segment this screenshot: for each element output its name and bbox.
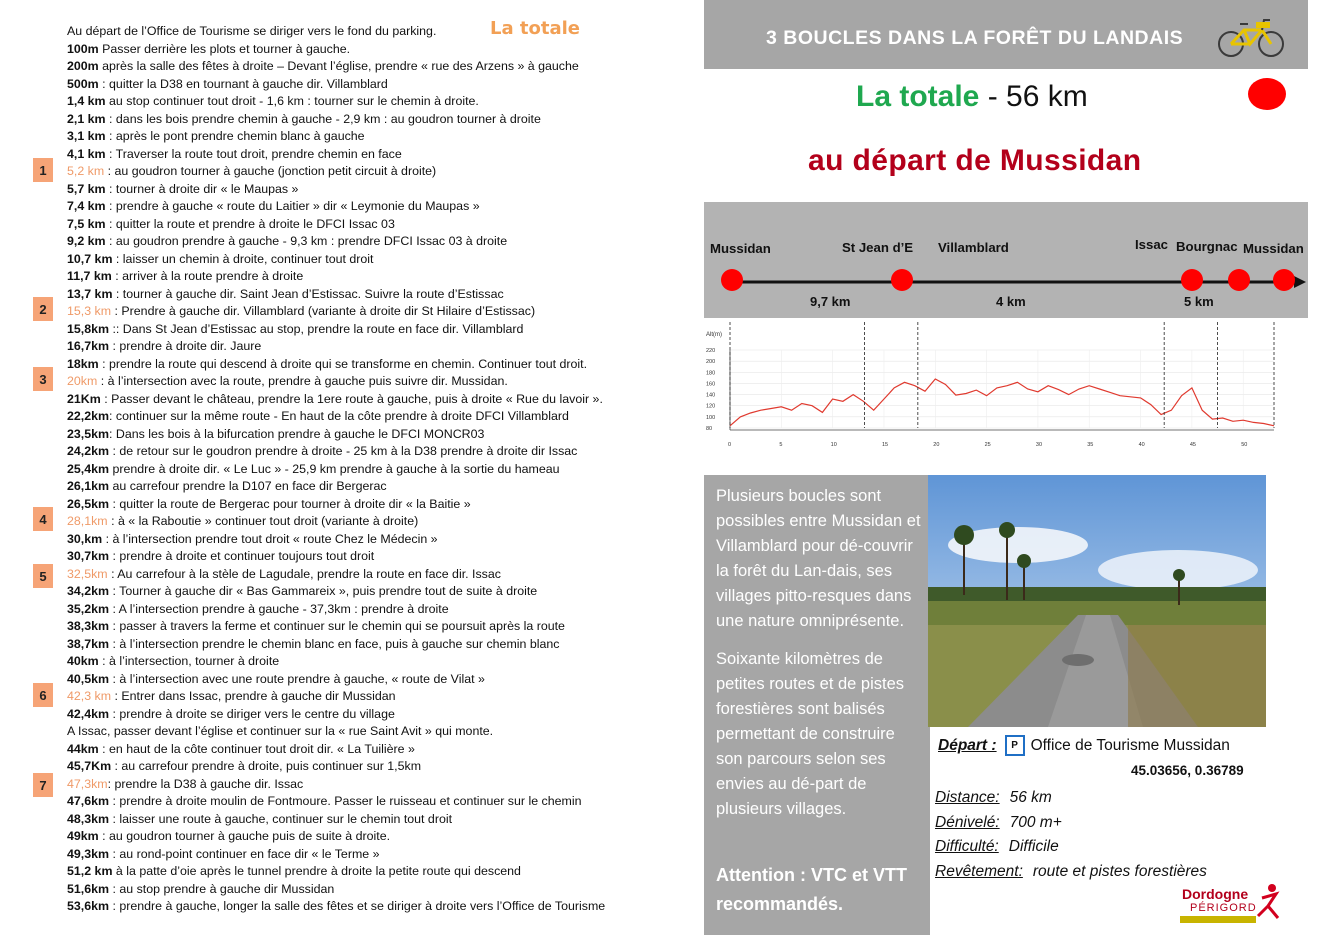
step-distance: 35,2km xyxy=(67,601,110,616)
y-tick-label: 100 xyxy=(706,414,716,421)
x-tick-label: 0 xyxy=(728,442,732,448)
route-step xyxy=(67,776,303,793)
route-step xyxy=(67,618,565,635)
step-distance: 51,2 km xyxy=(67,864,113,878)
route-step xyxy=(67,163,436,180)
strip-place: St Jean d’E xyxy=(842,240,914,255)
waypoint-marker: 6 xyxy=(33,683,53,707)
strip-place: Bourgnac xyxy=(1176,239,1238,254)
step-instruction: : à l’intersection avec la route, prendre à gauche puis suivre dir. Mussidan. xyxy=(97,374,508,388)
step-distance: 11,7 km xyxy=(67,269,112,283)
departure-row xyxy=(938,735,1230,756)
route-step xyxy=(67,706,395,723)
waypoint-dot xyxy=(1228,269,1250,291)
step-instruction: : au stop prendre à gauche dir Mussidan xyxy=(109,881,335,896)
route-step xyxy=(67,356,587,373)
step-distance: 18km xyxy=(67,356,99,371)
step-instruction: : à l’intersection avec une route prendre à gauche, « route de Vilat » xyxy=(109,671,485,686)
route-subtitle: au départ de Mussidan xyxy=(808,144,1142,177)
step-distance: 53,6km xyxy=(67,899,110,913)
route-step: A Issac, passer devant l’église et continuer sur la « rue Saint Avit » qui monte. xyxy=(67,724,494,738)
x-tick-label: 45 xyxy=(1189,442,1197,448)
stat-value: 700 m+ xyxy=(1009,814,1062,831)
x-tick-label: 35 xyxy=(1087,442,1094,448)
route-step xyxy=(67,93,479,110)
x-tick-label: 20 xyxy=(933,442,940,448)
step-distance: 24,2km xyxy=(67,444,110,458)
x-tick-label: 50 xyxy=(1241,442,1248,448)
strip-distance: 4 km xyxy=(996,294,1026,309)
step-instruction: : prendre la route qui descend à droite qui se transforme en chemin. Continuer tout droit. xyxy=(98,356,588,371)
step-instruction: : Prendre à gauche dir. Villamblard (variante à droite dir St Hilaire d’Estissac) xyxy=(111,304,536,318)
info-paragraph-2: Soixante kilomètres de petites routes et de pistes forestières sont balisés permettant de construire son parcours selon ses envies au dé-part de plusieurs villages. xyxy=(716,650,905,818)
route-step xyxy=(67,268,303,285)
stat-label: Distance: xyxy=(935,789,1000,806)
runner-icon xyxy=(1254,882,1284,922)
route-step xyxy=(67,828,390,845)
waypoint-marker: 7 xyxy=(33,773,53,797)
gps-coordinates: 45.03656, 0.36789 xyxy=(1131,763,1244,778)
step-distance: 26,1km xyxy=(67,479,110,493)
route-stat xyxy=(935,863,1207,881)
y-tick-label: 140 xyxy=(706,392,716,399)
stat-label: Dénivelé: xyxy=(935,814,1000,831)
step-distance: 9,2 km xyxy=(67,234,106,248)
step-distance: 30,km xyxy=(67,531,103,546)
route-step xyxy=(67,76,388,93)
step-distance: 47,3km xyxy=(67,776,108,791)
x-tick-label: 30 xyxy=(1035,442,1043,448)
x-tick-label: 10 xyxy=(830,442,837,448)
waypoint-dot xyxy=(1273,269,1295,291)
difficulty-dot xyxy=(1248,78,1286,110)
strip-place: Mussidan xyxy=(1243,241,1304,256)
step-distance: 45,7Km xyxy=(67,759,112,773)
step-distance: 47,6km xyxy=(67,794,110,808)
step-distance: 7,4 km xyxy=(67,199,106,213)
x-tick-label: 40 xyxy=(1138,442,1145,448)
route-name: La totale xyxy=(856,80,980,113)
parking-icon: P xyxy=(1005,735,1025,756)
x-tick-label: 15 xyxy=(881,442,889,448)
route-step xyxy=(67,496,471,513)
step-distance: 34,2km xyxy=(67,584,110,598)
route-stat xyxy=(935,838,1059,856)
step-distance: 16,7km xyxy=(67,339,110,353)
logo-bar xyxy=(1180,916,1256,923)
bicycle-icon xyxy=(1216,12,1286,60)
strip-place: Mussidan xyxy=(710,241,771,256)
route-step xyxy=(67,601,449,618)
step-distance: 22,2km xyxy=(67,409,110,423)
waypoint-marker: 2 xyxy=(33,297,53,321)
step-instruction: : Entrer dans Issac, prendre à gauche dir Mussidan xyxy=(111,689,396,703)
stat-label: Difficulté: xyxy=(935,838,999,855)
route-step xyxy=(67,478,387,495)
step-instruction: : au goudron tourner à gauche (jonction petit circuit à droite) xyxy=(104,164,437,178)
route-step xyxy=(67,653,279,670)
profile-y-label: Alt(m) xyxy=(706,332,722,338)
strip-distance: 9,7 km xyxy=(810,294,851,309)
step-distance: 1,4 km xyxy=(67,94,106,108)
summary-column xyxy=(690,0,1320,935)
route-step xyxy=(67,128,365,145)
step-distance: 38,3km xyxy=(67,619,110,633)
step-instruction: :: Dans St Jean d’Estissac au stop, prendre la route en face dir. Villamblard xyxy=(109,321,524,336)
waypoint-marker: 4 xyxy=(33,507,53,531)
route-step xyxy=(67,898,605,915)
step-distance: 51,6km xyxy=(67,881,110,896)
header-banner xyxy=(704,0,1308,69)
route-step xyxy=(67,426,484,443)
logo-line-2: PÉRIGORD xyxy=(1190,902,1257,914)
step-instruction: : prendre à gauche, longer la salle des fêtes et se diriger à droite vers l’Office de Tourisme xyxy=(109,899,606,913)
step-distance: 100m xyxy=(67,41,99,56)
header-title: 3 BOUCLES DANS LA FORÊT DU LANDAIS xyxy=(766,27,1184,49)
step-instruction: : après le pont prendre chemin blanc à gauche xyxy=(105,129,365,143)
step-distance: 49km xyxy=(67,829,99,843)
step-instruction: à la patte d’oie après le tunnel prendre à droite la petite route qui descend xyxy=(112,864,521,878)
step-instruction: : à l’intersection, tourner à droite xyxy=(98,654,280,668)
route-stat xyxy=(935,814,1062,832)
step-instruction: : prendre à gauche « route du Laitier » dir « Leymonie du Maupas » xyxy=(105,199,480,213)
step-instruction: : à l’intersection prendre le chemin blanc en face, puis à gauche sur chemin blanc xyxy=(109,636,560,651)
step-distance: 3,1 km xyxy=(67,129,106,143)
step-distance: 30,7km xyxy=(67,549,110,563)
step-instruction: : prendre à droite moulin de Fontmoure. Passer le ruisseau et continuer sur le chemin xyxy=(109,794,582,808)
step-distance: 5,7 km xyxy=(67,181,106,196)
step-distance: 10,7 km xyxy=(67,251,113,266)
x-tick-label: 5 xyxy=(779,442,783,448)
y-tick-label: 180 xyxy=(706,370,716,377)
step-instruction: : de retour sur le goudron prendre à droite - 25 km à la D38 prendre à droite dir Issac xyxy=(109,444,578,458)
step-instruction: Passer derrière les plots et tourner à gauche. xyxy=(98,41,351,56)
waypoint-marker: 3 xyxy=(33,367,53,391)
stat-value: Difficile xyxy=(1008,838,1059,855)
route-step xyxy=(67,216,395,233)
route-step xyxy=(67,111,541,128)
route-step xyxy=(67,198,480,215)
step-instruction: : Tourner à gauche dir « Bas Gammareix », puis prendre tout de suite à droite xyxy=(109,584,538,598)
y-tick-label: 200 xyxy=(706,359,716,366)
step-instruction: : Dans les bois à la bifurcation prendre à gauche le DFCI MONCR03 xyxy=(109,426,485,441)
route-step xyxy=(67,408,569,425)
y-tick-label: 120 xyxy=(706,403,716,410)
route-step xyxy=(67,513,418,530)
stat-value: 56 km xyxy=(1009,789,1052,806)
step-distance: 13,7 km xyxy=(67,286,113,301)
step-distance: 42,4km xyxy=(67,706,110,721)
step-distance: 20km xyxy=(67,374,98,388)
step-instruction: : tourner à droite dir « le Maupas » xyxy=(105,181,299,196)
y-tick-label: 80 xyxy=(706,426,713,432)
step-distance: 40,5km xyxy=(67,671,110,686)
route-step xyxy=(67,321,523,338)
departure-label: Départ : xyxy=(938,736,997,754)
route-step: Au départ de l’Office de Tourisme se diriger vers le fond du parking. xyxy=(67,24,437,38)
route-strip xyxy=(704,202,1308,318)
route-step xyxy=(67,688,396,705)
step-distance: 2,1 km xyxy=(67,111,106,126)
step-distance: 15,8km xyxy=(67,321,110,336)
route-arrow-icon xyxy=(1294,276,1306,288)
step-distance: 48,3km xyxy=(67,811,110,826)
departure-place: Office de Tourisme Mussidan xyxy=(1030,736,1230,754)
route-step xyxy=(67,671,485,688)
logo-line-1: Dordogne xyxy=(1182,886,1249,902)
y-tick-label: 160 xyxy=(706,381,716,388)
route-step xyxy=(67,863,521,880)
route-step xyxy=(67,811,452,828)
step-distance: 4,1 km xyxy=(67,146,106,161)
route-step xyxy=(67,583,537,600)
route-step xyxy=(67,391,603,408)
step-instruction: : au carrefour prendre à droite, puis continuer sur 1,5km xyxy=(111,759,422,773)
route-step xyxy=(67,881,334,898)
route-step xyxy=(67,373,508,390)
step-instruction: : à l’intersection prendre tout droit « route Chez le Médecin » xyxy=(102,531,438,546)
strip-distance: 5 km xyxy=(1184,294,1214,309)
route-heading: La totale xyxy=(490,18,580,39)
waypoint-marker: 1 xyxy=(33,158,53,182)
step-instruction: : quitter la D38 en tournant à gauche dir. Villamblard xyxy=(98,76,388,91)
step-instruction: : A l’intersection prendre à gauche - 37,3km : prendre à droite xyxy=(109,601,449,616)
step-instruction: : prendre à droite dir. Jaure xyxy=(109,339,262,353)
step-instruction: : arriver à la route prendre à droite xyxy=(111,269,304,283)
step-distance: 40km xyxy=(67,654,99,668)
step-instruction: : prendre à droite se diriger vers le centre du village xyxy=(109,706,395,721)
step-distance: 7,5 km xyxy=(67,216,106,231)
route-step xyxy=(67,846,380,863)
step-instruction: : quitter la route de Bergerac pour tourner à droite dir « la Baitie » xyxy=(109,496,471,511)
step-instruction: après la salle des fêtes à droite – Devant l’église, prendre « rue des Arzens » à gauche xyxy=(98,59,579,73)
x-tick-label: 25 xyxy=(984,442,991,448)
route-step xyxy=(67,461,560,478)
step-instruction: : au goudron tourner à gauche puis de suite à droite. xyxy=(98,829,391,843)
strip-place: Villamblard xyxy=(938,240,1009,255)
info-text xyxy=(716,484,922,822)
elevation-profile xyxy=(702,322,1282,452)
step-instruction: : Traverser la route tout droit, prendre chemin en face xyxy=(105,146,402,161)
step-instruction: : prendre à droite et continuer toujours tout droit xyxy=(109,549,375,563)
route-step xyxy=(67,41,350,58)
waypoint-dot xyxy=(721,269,743,291)
step-distance: 49,3km xyxy=(67,846,110,861)
step-instruction: : Passer devant le château, prendre la 1ere route à gauche, puis à droite « Rue du lavoir ». xyxy=(100,391,603,406)
step-distance: 42,3 km xyxy=(67,689,112,703)
route-step xyxy=(67,286,504,303)
dordogne-perigord-logo xyxy=(1178,882,1298,928)
step-instruction: au stop continuer tout droit - 1,6 km : tourner sur le chemin à droite. xyxy=(105,94,479,108)
step-instruction: : laisser un chemin à droite, continuer tout droit xyxy=(112,251,374,266)
step-distance: 28,1km xyxy=(67,514,108,528)
step-instruction: : tourner à gauche dir. Saint Jean d’Estissac. Suivre la route d’Estissac xyxy=(112,286,504,301)
route-step xyxy=(67,338,261,355)
step-distance: 15,3 km xyxy=(67,304,112,318)
step-distance: 5,2 km xyxy=(67,164,105,178)
waypoint-dot xyxy=(1181,269,1203,291)
step-instruction: : en haut de la côte continuer tout droit dir. « La Tuilière » xyxy=(98,741,415,756)
step-distance: 21Km xyxy=(67,391,101,406)
step-distance: 38,7km xyxy=(67,636,110,651)
stat-value: route et pistes forestières xyxy=(1032,863,1207,880)
step-instruction: : dans les bois prendre chemin à gauche - 2,9 km : au goudron tourner à droite xyxy=(105,111,541,126)
route-step xyxy=(67,531,438,548)
route-stat xyxy=(935,789,1052,807)
step-instruction: prendre à droite dir. « Le Luc » - 25,9 km prendre à gauche à la sortie du hameau xyxy=(109,461,560,476)
step-instruction: : quitter la route et prendre à droite le DFCI Issac 03 xyxy=(105,216,395,231)
step-instruction: : au rond-point continuer en face dir « le Terme » xyxy=(109,846,380,861)
route-step xyxy=(67,58,579,75)
step-instruction: : à « la Raboutie » continuer tout droit (variante à droite) xyxy=(107,514,419,528)
waypoint-marker: 5 xyxy=(33,564,53,588)
step-distance: 200m xyxy=(67,59,99,73)
step-distance: 500m xyxy=(67,76,99,91)
step-distance: 32,5km xyxy=(67,566,108,581)
step-distance: 26,5km xyxy=(67,496,110,511)
route-step xyxy=(67,251,374,268)
step-distance: 25,4km xyxy=(67,461,110,476)
route-title xyxy=(856,80,1088,114)
route-step xyxy=(67,758,421,775)
step-instruction: : continuer sur la même route - En haut de la côte prendre à droite DFCI Villamblard xyxy=(109,409,569,423)
elevation-line xyxy=(730,379,1274,426)
waypoint-dot xyxy=(891,269,913,291)
route-step xyxy=(67,233,507,250)
route-step xyxy=(67,636,559,653)
route-step xyxy=(67,181,298,198)
strip-place: Issac xyxy=(1135,237,1169,252)
step-instruction: : prendre la D38 à gauche dir. Issac xyxy=(107,776,304,791)
step-instruction: : laisser une route à gauche, continuer sur le chemin tout droit xyxy=(109,811,453,826)
route-step xyxy=(67,146,402,163)
step-distance: 23,5km xyxy=(67,426,110,441)
route-step xyxy=(67,741,415,758)
step-instruction: : au goudron prendre à gauche - 9,3 km : prendre DFCI Issac 03 à droite xyxy=(105,234,508,248)
route-step xyxy=(67,566,501,583)
info-paragraph-1: Plusieurs boucles sont possibles entre Mussidan et Villamblard pour dé-couvrir la forêt du Lan-dais, ses villages pitto-resques dans une nature omniprésente. xyxy=(716,487,921,630)
warning-text: Attention : VTC et VTT recommandés. xyxy=(716,865,907,914)
step-distance: 44km xyxy=(67,741,99,756)
step-instruction: au carrefour prendre la D107 en face dir Bergerac xyxy=(109,479,387,493)
forest-road-photo xyxy=(928,475,1266,727)
route-distance-title: - 56 km xyxy=(979,80,1088,113)
y-tick-label: 220 xyxy=(706,348,716,354)
route-step xyxy=(67,793,582,810)
route-step xyxy=(67,548,374,565)
step-instruction: : Au carrefour à la stèle de Lagudale, prendre la route en face dir. Issac xyxy=(107,566,501,581)
route-step xyxy=(67,303,535,320)
step-instruction: : passer à travers la ferme et continuer sur le chemin qui se poursuit après la route xyxy=(109,619,565,633)
route-step xyxy=(67,443,577,460)
stat-label: Revêtement: xyxy=(935,863,1023,880)
